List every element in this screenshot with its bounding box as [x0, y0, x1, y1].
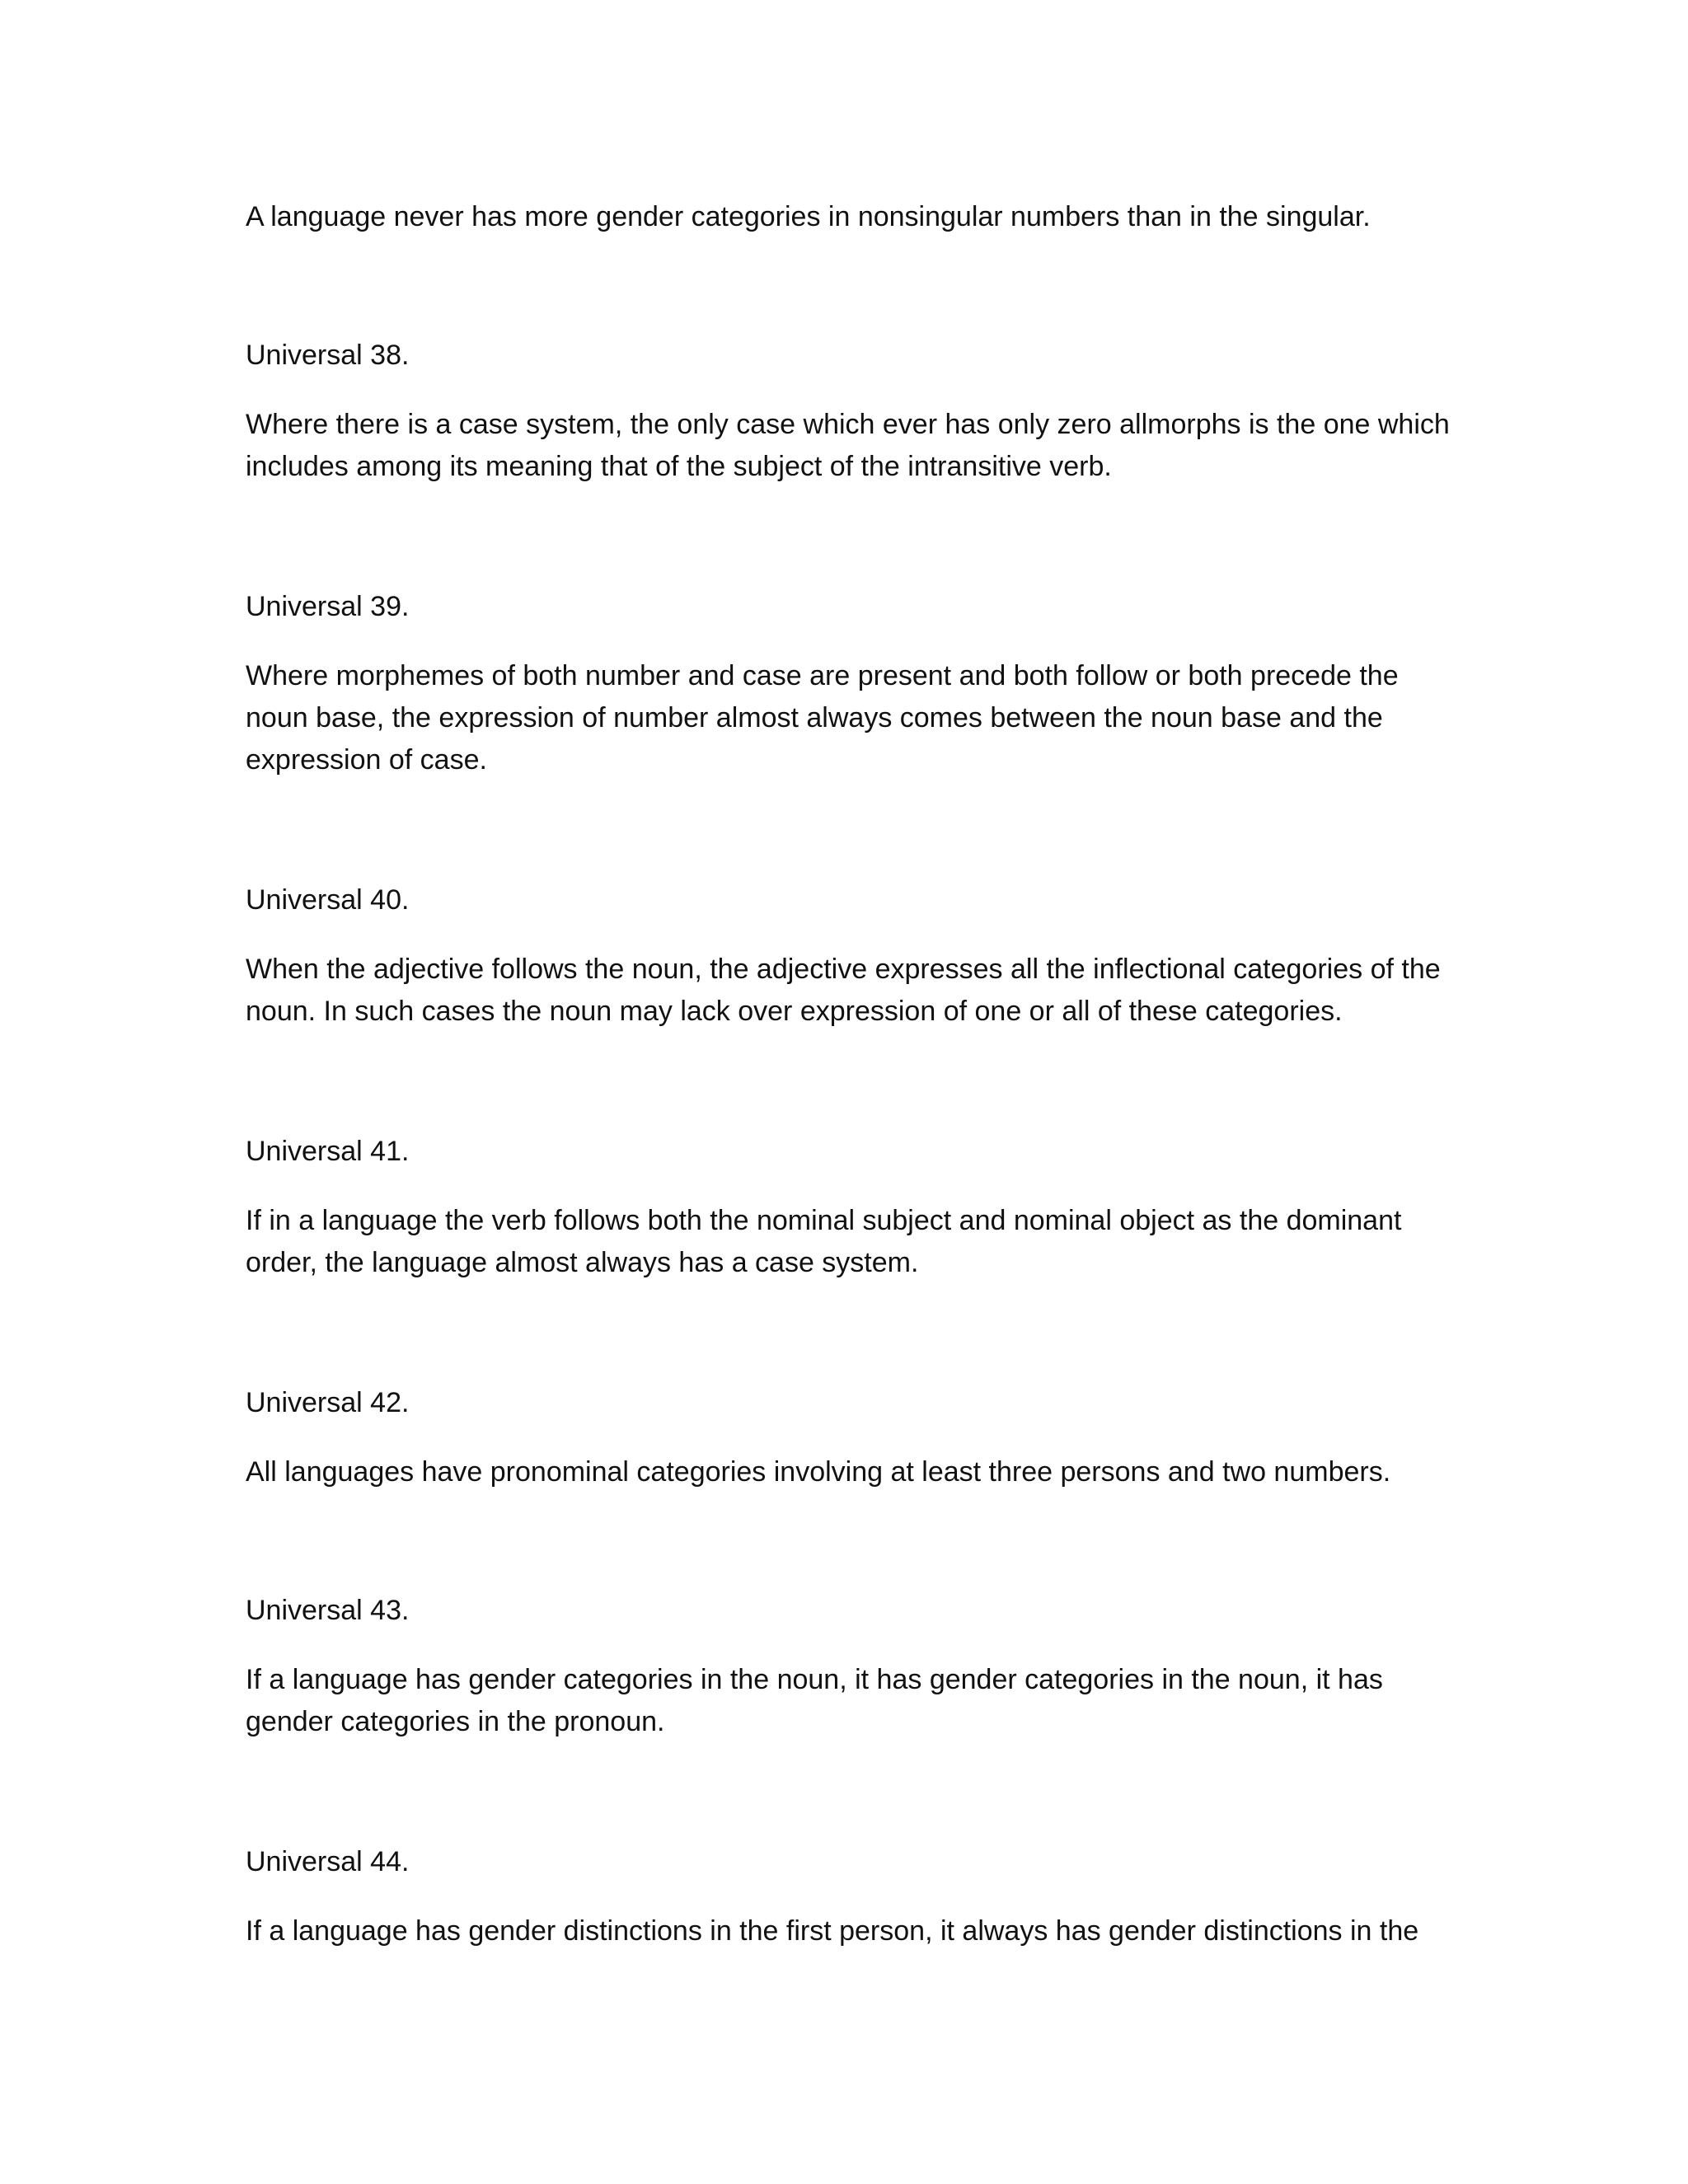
paragraph-gender-nonsingular: A language never has more gender categories in nonsingular numbers than in the singular.	[246, 201, 1371, 232]
heading-universal-44: Universal 44.	[246, 1846, 410, 1877]
paragraph-universal-44: If a language has gender distinctions in the first person, it always has gender distinctions in the	[246, 1915, 1419, 1947]
heading-universal-38: Universal 38.	[246, 340, 410, 371]
paragraph-universal-38: Where there is a case system, the only case which ever has only zero allmorphs is the one which includes among its meaning that of the subject of the intransitive verb.	[246, 409, 1450, 482]
heading-universal-41: Universal 41.	[246, 1136, 410, 1167]
heading-universal-43: Universal 43.	[246, 1595, 410, 1626]
paragraph-universal-43: If a language has gender categories in the noun, it has gender categories in the noun, it has gender categories in the pronoun.	[246, 1664, 1383, 1737]
paragraph-universal-42: All languages have pronominal categories involving at least three persons and two numbers.	[246, 1456, 1391, 1488]
paragraph-universal-39: Where morphemes of both number and case are present and both follow or both precede the noun base, the expression of number almost always comes between the noun base and the expression of case.	[246, 660, 1399, 776]
paragraph-universal-41: If in a language the verb follows both the nominal subject and nominal object as the dominant order, the language almost always has a case system.	[246, 1205, 1402, 1278]
heading-universal-42: Universal 42.	[246, 1387, 410, 1418]
heading-universal-40: Universal 40.	[246, 884, 410, 916]
paragraph-universal-40: When the adjective follows the noun, the adjective expresses all the inflectional categories of the noun. In such cases the noun may lack over expression of one or all of these categories.	[246, 954, 1441, 1027]
heading-universal-39: Universal 39.	[246, 591, 410, 622]
